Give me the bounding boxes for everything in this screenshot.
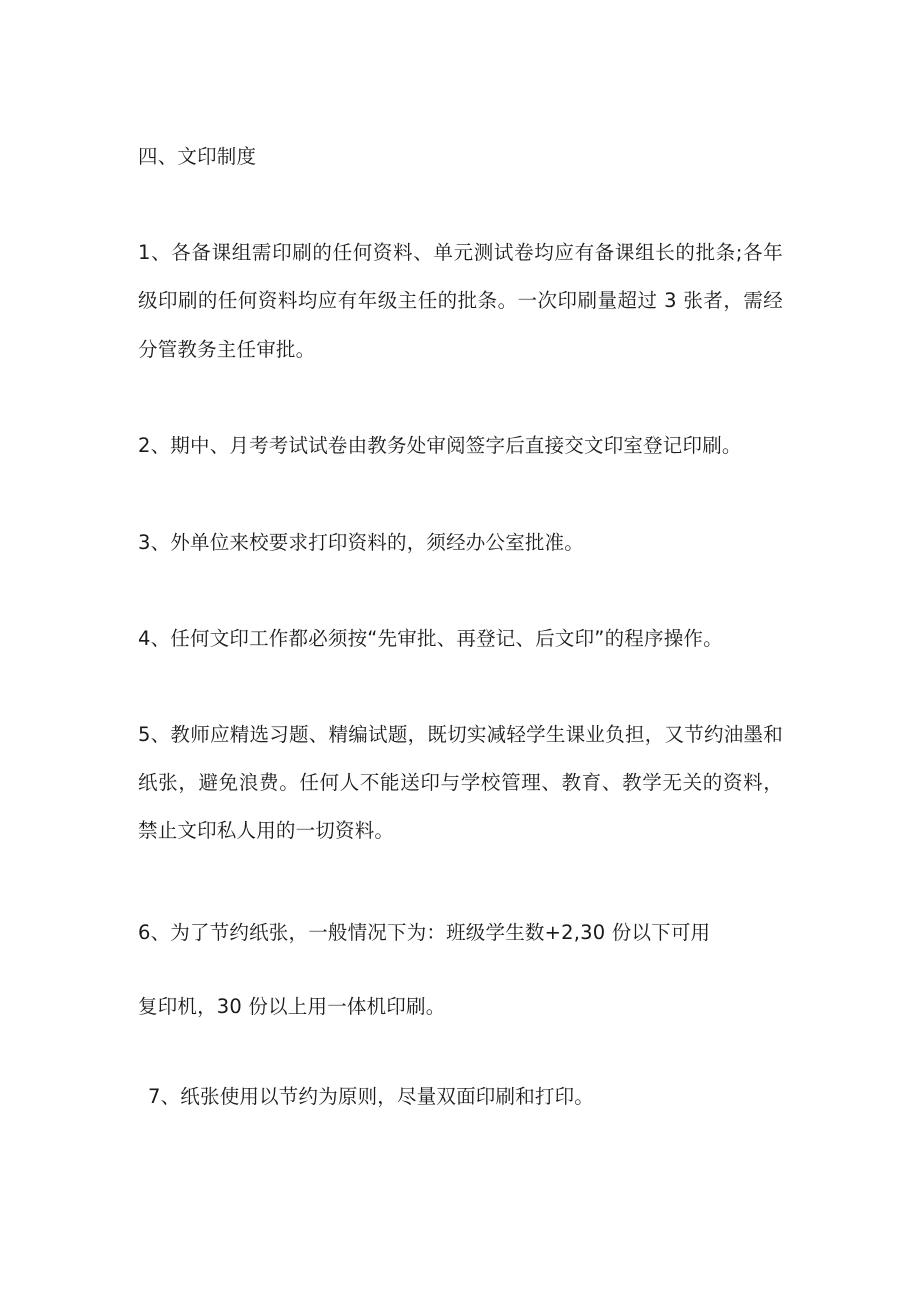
section-title: 四、文印制度 (138, 145, 257, 168)
item-6-line-2: 复印机，30 份以上用一体机印刷。 (138, 995, 446, 1018)
item-6-line-1: 6、为了节约纸张，一般情况下为：班级学生数+2,30 份以下可用 (138, 921, 711, 944)
item-1-line-3: 分管教务主任审批。 (138, 338, 316, 361)
item-2-line-1: 2、期中、月考考试试卷由教务处审阅签字后直接交文印室登记印刷。 (138, 434, 742, 457)
item-5-line-3: 禁止文印私人用的一切资料。 (138, 819, 395, 842)
item-3-line-1: 3、外单位来校要求打印资料的，须经办公室批准。 (138, 531, 585, 554)
item-5-line-2: 纸张，避免浪费。任何人不能送印与学校管理、教育、教学无关的资料， (138, 771, 783, 794)
item-1-line-1: 1、各备课组需印刷的任何资料、单元测试卷均应有备课组长的批条;各年 (138, 241, 783, 264)
item-7-line-1: 7、纸张使用以节约为原则，尽量双面印刷和打印。 (148, 1085, 595, 1108)
item-1-line-2: 级印刷的任何资料均应有年级主任的批条。一次印刷量超过 3 张者，需经 (138, 289, 783, 312)
item-5-line-1: 5、教师应精选习题、精编试题，既切实减轻学生课业负担，又节约油墨和 (138, 723, 783, 746)
item-4-line-1: 4、任何文印工作都必须按“先审批、再登记、后文印”的程序操作。 (138, 627, 723, 650)
